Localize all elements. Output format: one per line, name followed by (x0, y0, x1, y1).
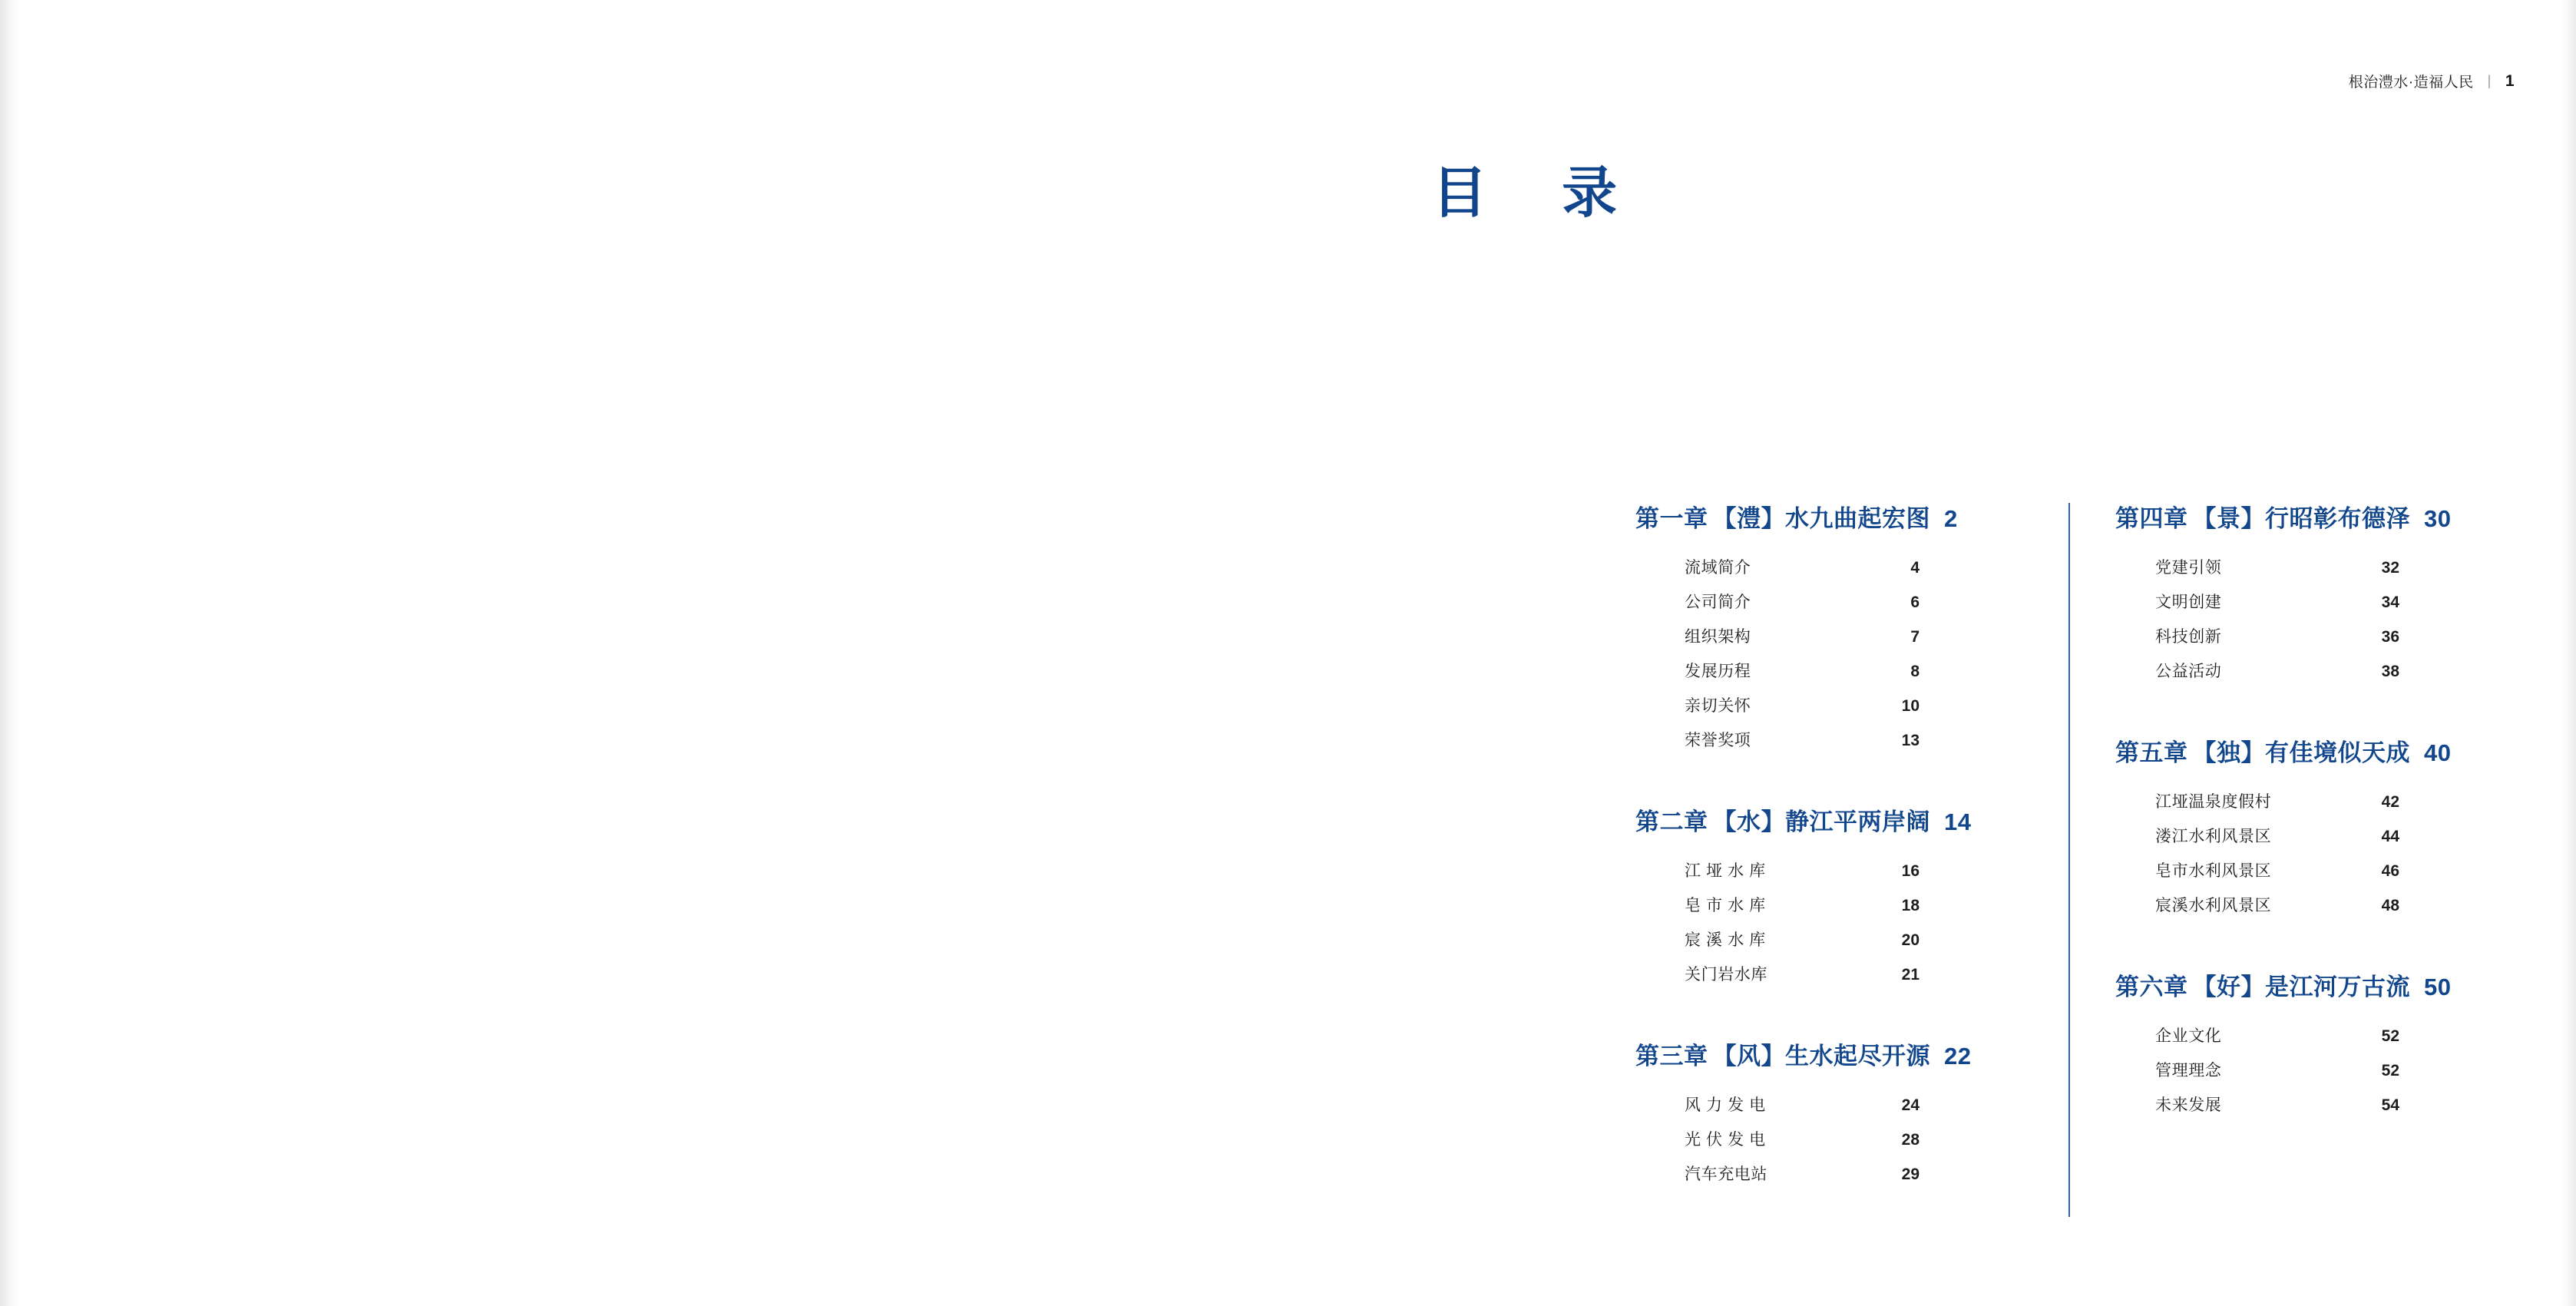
chapter-title: 【好】是江河万古流 (2192, 974, 2410, 1000)
toc-entry-page-number: 36 (2381, 628, 2399, 646)
toc-entry-page-number: 28 (1901, 1131, 1920, 1149)
toc-entry-page-number: 18 (1901, 897, 1920, 914)
toc-entry-page-number: 10 (1901, 697, 1920, 715)
chapter-block (2115, 967, 2503, 1122)
toc-entry[interactable] (2115, 854, 2503, 888)
chapter-title: 【风】生水起尽开源 (1712, 1043, 1930, 1070)
chapter-entry-list (2115, 1019, 2503, 1122)
chapter-entry-list (2115, 785, 2503, 923)
toc-entry-label: 荣誉奖项 (1685, 732, 1751, 749)
page-right-edge-shade (2559, 0, 2576, 1306)
toc-column-left (1635, 499, 2069, 1192)
chapter-title: 【水】静江平两岸阔 (1712, 808, 1930, 835)
toc-entry-label: 亲切关怀 (1685, 697, 1751, 715)
chapter-heading[interactable] (1635, 499, 2069, 534)
toc-entry-label: 宸 溪 水 库 (1685, 931, 1766, 949)
toc-entry[interactable] (2115, 1019, 2503, 1053)
toc-entry[interactable] (2115, 888, 2503, 923)
chapter-entry-list (1635, 854, 2069, 992)
chapter-heading[interactable] (2115, 499, 2503, 534)
chapter-page-number: 40 (2424, 739, 2452, 766)
chapter-page-number: 50 (2424, 974, 2452, 1000)
toc-entry[interactable] (2115, 819, 2503, 854)
chapter-block (2115, 733, 2503, 923)
toc-entry-label: 组织架构 (1685, 628, 1751, 646)
toc-entry-label: 江 垭 水 库 (1685, 862, 1766, 880)
toc-entry[interactable] (1635, 723, 2069, 758)
chapter-heading[interactable] (2115, 733, 2503, 768)
toc-entry-label: 皂 市 水 库 (1685, 897, 1766, 914)
chapter-number: 第二章 (1635, 808, 1708, 835)
toc-entry-label: 溇江水利风景区 (2155, 828, 2272, 845)
chapter-number: 第四章 (2115, 505, 2188, 532)
page-title: 目 录 (1432, 160, 1645, 225)
toc-entry-page-number: 54 (2381, 1096, 2399, 1114)
page-number: 1 (2505, 71, 2515, 90)
toc-entry[interactable] (1635, 620, 2069, 654)
toc-entry-label: 流域简介 (1685, 559, 1751, 577)
chapter-page-number: 2 (1944, 505, 1958, 532)
toc-entry-label: 关门岩水库 (1685, 966, 1767, 984)
toc-entry-label: 宸溪水利风景区 (2155, 897, 2272, 914)
toc-entry-page-number: 4 (1910, 559, 1920, 577)
toc-entry-page-number: 29 (1901, 1165, 1920, 1183)
toc-entry-label: 江垭温泉度假村 (2155, 793, 2272, 811)
toc-entry-label: 光 伏 发 电 (1685, 1131, 1766, 1149)
toc-entry-page-number: 24 (1901, 1096, 1920, 1114)
toc-entry[interactable] (2115, 620, 2503, 654)
toc-entry-page-number: 6 (1910, 593, 1920, 611)
toc-entry-label: 汽车充电站 (1685, 1165, 1767, 1183)
toc-entry-label: 公益活动 (2155, 663, 2222, 680)
chapter-number: 第三章 (1635, 1043, 1708, 1070)
chapter-page-number: 22 (1944, 1043, 1972, 1070)
chapter-number: 第五章 (2115, 739, 2188, 766)
toc-entry[interactable] (1635, 585, 2069, 620)
toc-entry[interactable] (1635, 957, 2069, 992)
chapter-entry-list (2115, 551, 2503, 689)
toc-entry[interactable] (2115, 585, 2503, 620)
chapter-block (1635, 802, 2069, 992)
toc-entry-label: 党建引领 (2155, 559, 2222, 577)
toc-entry-label: 科技创新 (2155, 628, 2222, 646)
toc-entry[interactable] (1635, 689, 2069, 723)
toc-entry-page-number: 7 (1910, 628, 1920, 646)
chapter-number: 第六章 (2115, 974, 2188, 1000)
toc-entry-page-number: 46 (2381, 862, 2399, 880)
chapter-heading[interactable] (1635, 1037, 2069, 1071)
chapter-title: 【独】有佳境似天成 (2192, 739, 2410, 766)
toc-entry-page-number: 42 (2381, 793, 2399, 811)
toc-entry-label: 未来发展 (2155, 1096, 2222, 1114)
toc-entry-page-number: 34 (2381, 593, 2399, 611)
running-header-brand: 根治澧水·造福人民 (2348, 74, 2474, 91)
chapter-title: 【澧】水九曲起宏图 (1712, 505, 1930, 532)
toc-entry-page-number: 16 (1901, 862, 1920, 880)
toc-entry-page-number: 52 (2381, 1027, 2399, 1045)
chapter-heading[interactable] (1635, 802, 2069, 837)
toc-entry-page-number: 8 (1910, 663, 1920, 680)
toc-entry[interactable] (1635, 854, 2069, 888)
page-left-edge-shade (0, 0, 20, 1306)
chapter-heading[interactable] (2115, 967, 2503, 1002)
toc-entry-label: 发展历程 (1685, 663, 1751, 680)
chapter-entry-list (1635, 1088, 2069, 1192)
toc-entry-page-number: 38 (2381, 663, 2399, 680)
running-header (2349, 71, 2515, 91)
toc-entry-page-number: 32 (2381, 559, 2399, 577)
chapter-page-number: 30 (2424, 505, 2452, 532)
toc-entry-label: 企业文化 (2155, 1027, 2222, 1045)
toc-entry[interactable] (2115, 1053, 2503, 1088)
toc-entry-page-number: 20 (1901, 931, 1920, 949)
toc-entry[interactable] (1635, 1122, 2069, 1157)
toc-entry-label: 管理理念 (2155, 1062, 2222, 1080)
running-header-separator: | (2487, 73, 2492, 88)
toc-column-right (2069, 499, 2503, 1192)
toc-entry-page-number: 21 (1901, 966, 1920, 984)
toc-entry[interactable] (1635, 551, 2069, 585)
chapter-block (2115, 499, 2503, 689)
chapter-entry-list (1635, 551, 2069, 758)
toc-entry-page-number: 48 (2381, 897, 2399, 914)
toc-entry[interactable] (2115, 551, 2503, 585)
toc-entry[interactable] (2115, 785, 2503, 819)
toc-entry[interactable] (1635, 1088, 2069, 1122)
chapter-page-number: 14 (1944, 808, 1972, 835)
toc-entry[interactable] (1635, 1157, 2069, 1192)
toc-entry[interactable] (1635, 654, 2069, 689)
toc-entry[interactable] (1635, 923, 2069, 957)
toc-entry-page-number: 44 (2381, 828, 2399, 845)
chapter-block (1635, 499, 2069, 758)
toc-entry-label: 公司简介 (1685, 593, 1751, 611)
toc-entry[interactable] (1635, 888, 2069, 923)
chapter-number: 第一章 (1635, 505, 1708, 532)
toc-entry-page-number: 13 (1901, 732, 1920, 749)
chapter-block (1635, 1037, 2069, 1192)
toc-entry-page-number: 52 (2381, 1062, 2399, 1080)
toc-entry-label: 风 力 发 电 (1685, 1096, 1766, 1114)
toc-entry[interactable] (2115, 1088, 2503, 1122)
toc-entry[interactable] (2115, 654, 2503, 689)
toc-entry-label: 皂市水利风景区 (2155, 862, 2272, 880)
chapter-title: 【景】行昭彰布德泽 (2192, 505, 2410, 532)
table-of-contents (1635, 499, 2503, 1192)
toc-entry-label: 文明创建 (2155, 593, 2222, 611)
